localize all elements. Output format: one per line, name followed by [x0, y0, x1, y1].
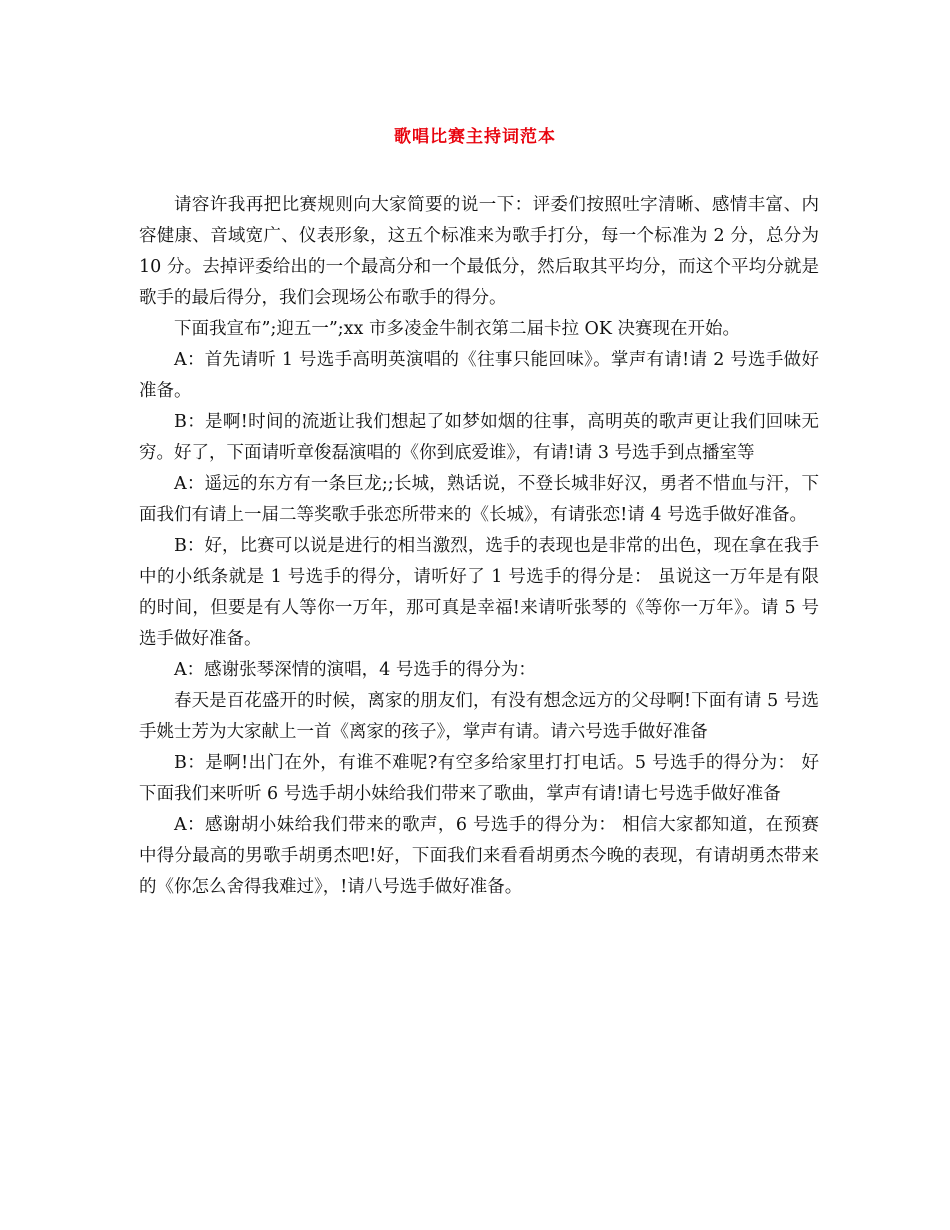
paragraph-host-b-1: B：是啊!时间的流逝让我们想起了如梦如烟的往事，高明英的歌声更让我们回味无穷。好了，下面请听章俊磊演唱的《你到底爱谁》，有请!请 3 号选手到点播室等 [139, 412, 819, 463]
paragraph-host-b-2: B：好，比赛可以说是进行的相当激烈，选手的表现也是非常的出色，现在拿在我手中的小纸条就是 1 号选手的得分，请听好了 1 号选手的得分是： 虽说这一万年是有限的时间，但要是有人等你一万年，那可真是幸福!来请听张琴的《等你一万年》。请 5 号选手做好准备。 [139, 536, 819, 649]
paragraph-rules: 请容许我再把比赛规则向大家简要的说一下：评委们按照吐字清晰、感情丰富、内容健康、音域宽广、仪表形象，这五个标准来为歌手打分，每一个标准为 2 分，总分为 10 分。去掉评委给出的一个最高分和一个最低分，然后取其平均分，而这个平均分就是歌手的最后得分，我们会现场公布歌手的得分。 [139, 195, 819, 308]
document-title: 歌唱比赛主持词范本 [394, 127, 556, 147]
paragraph-announcement: 下面我宣布”;迎五一”;xx 市多凌金牛制衣第二届卡拉 OK 决赛现在开始。 [174, 319, 741, 339]
paragraph-spring: 春天是百花盛开的时候，离家的朋友们，有没有想念远方的父母啊!下面有请 5 号选手姚士芳为大家献上一首《离家的孩子》，掌声有请。请六号选手做好准备 [139, 691, 819, 742]
paragraph-host-a-4: A：感谢胡小妹给我们带来的歌声，6 号选手的得分为： 相信大家都知道，在预赛中得分最高的男歌手胡勇杰吧!好，下面我们来看看胡勇杰今晚的表现，有请胡勇杰带来的《你怎么舍得我难过》，!请八号选手做好准备。 [139, 815, 819, 897]
paragraph-host-b-3: B：是啊!出门在外，有谁不难呢?有空多给家里打打电话。5 号选手的得分为： 好下面我们来听听 6 号选手胡小妹给我们带来了歌曲，掌声有请!请七号选手做好准备 [139, 753, 819, 804]
paragraph-host-a-1: A：首先请听 1 号选手高明英演唱的《往事只能回味》。掌声有请!请 2 号选手做好准备。 [139, 350, 819, 401]
paragraph-host-a-2: A：遥远的东方有一条巨龙;;长城，熟话说，不登长城非好汉，勇者不惜血与汗，下面我们有请上一届二等奖歌手张恋所带来的《长城》，有请张恋!请 4 号选手做好准备。 [139, 474, 819, 525]
document-body [139, 190, 819, 903]
paragraph-host-a-3: A：感谢张琴深情的演唱，4 号选手的得分为： [174, 660, 536, 680]
